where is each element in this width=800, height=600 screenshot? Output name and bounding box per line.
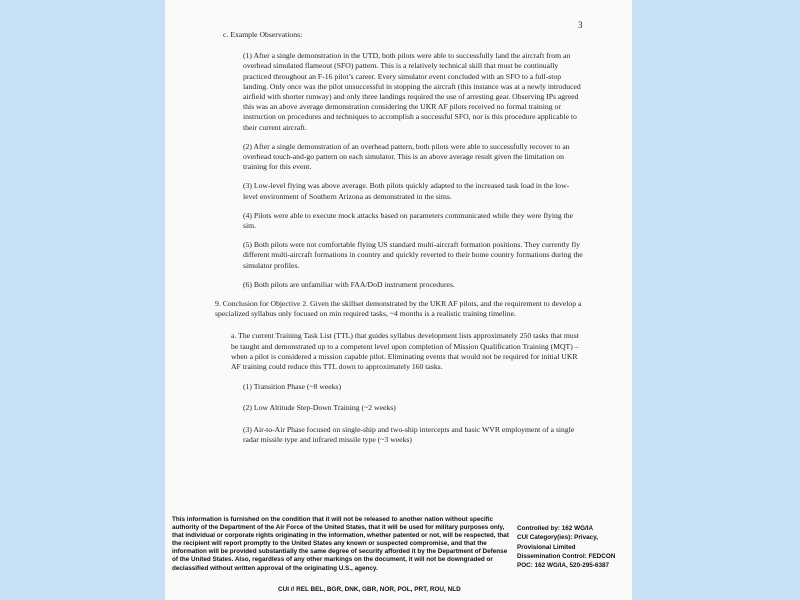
observation-1: (1) After a single demonstration in the UTD, both pilots were able to successfully land the aircraft from an overhead simulated flameout (SFO) pattern. This is a relatively technical skill that must be continually practiced throughout an F-16 pilot’s career. Every simulator event concluded with an SFO to a full-stop landing. Only once was the pilot unsuccessful in stopping the aircraft (this instance was at a newly introduced airfield with shorter runway) and only three landings required the use of arresting gear. Observing IPs agreed this was an above average demonstration considering the UKR AF pilots received no formal training or instruction on procedures and techniques to accomplish a successful SFO, nor is this procedure applicable to their current aircraft. [243, 51, 581, 132]
releasability-marking: CUI // REL BEL, BGR, DNK, GBR, NOR, POL, PRT, ROU, NLD [278, 586, 461, 593]
observation-2: (2) After a single demonstration of an overhead pattern, both pilots were able to successfully recover to an overhead touch-and-go pattern on each simulator. This is an above average result given the limitation on training for this event. [243, 141, 570, 172]
observation-3: (3) Low-level flying was above average. Both pilots quickly adapted to the increased task load in the low-level environment of Southern Arizona as demonstrated in the sims. [243, 181, 570, 201]
phase-1: (1) Transition Phase (~8 weeks) [243, 382, 342, 392]
controlled-by: Controlled by: 162 WG/IA [517, 525, 594, 532]
cui-categories: CUI Category(ies): Privacy, Provisional Limited [517, 534, 598, 551]
phase-3: (3) Air-to-Air Phase focused on single-ship and two-ship intercepts and basic WVR employment of a single radar missile type and infrared missile type (~3 weeks) [243, 424, 575, 444]
document-body [215, 30, 583, 456]
poc: POC: 162 WG/IA, 520-295-6387 [517, 562, 610, 570]
section-c-heading: c. Example Observations: [223, 30, 303, 39]
phase-2: (2) Low Altitude Step-Down Training (~2 weeks) [243, 403, 396, 413]
release-disclaimer: This information is furnished on the condition that it will not be released to another nation without specific authority of the Department of the Air Force of the United States, that it will be used for military purposes only, that individual or corporate rights originating in the information, whether patented or not, will be respected, that the recipient will report promptly to the United States any known or suspected compromise, and that the information will be provided substantially the same degree of security afforded it by the Department of Defense of the United States. Also, regardless of any other markings on the document, it will not be downgraded or declassified without written approval of the originating U.S., agency. [172, 516, 509, 572]
document-page [165, 0, 632, 600]
observation-6: (6) Both pilots are unfamiliar with FAA/DoD instrument procedures. [243, 279, 455, 289]
observation-4: (4) Pilots were able to execute mock attacks based on parameters communicated while they were flying the sim. [243, 210, 574, 231]
dissemination-control: Dissemination Control: FEDCON [517, 552, 616, 560]
cui-control-block [517, 524, 629, 570]
conclusion-paragraph: 9. Conclusion for Objective 2. Given the skillset demonstrated by the UKR AF pilots, and the requirement to develop a specialized syllabus only focused on min required tasks, ~4 months is a realistic training timeline. [215, 299, 582, 319]
paragraph-a: a. The current Training Task List (TTL) that guides syllabus development lists approximately 250 tasks that must be taught and demonstrated up to a competent level upon completion of Mission Qualification Training (MQT) – when a pilot is considered a mission capable pilot. Eliminating events that would not be required for initial UKR AF training could reduce this TTL down to approximately 160 tasks. [231, 331, 579, 372]
observation-5: (5) Both pilots were not comfortable flying US standard multi-aircraft formation positions. They currently fly different multi-aircraft formations in country and quickly reverted to their home country formations during the simulator profiles. [243, 240, 583, 270]
page-number: 3 [578, 20, 583, 30]
